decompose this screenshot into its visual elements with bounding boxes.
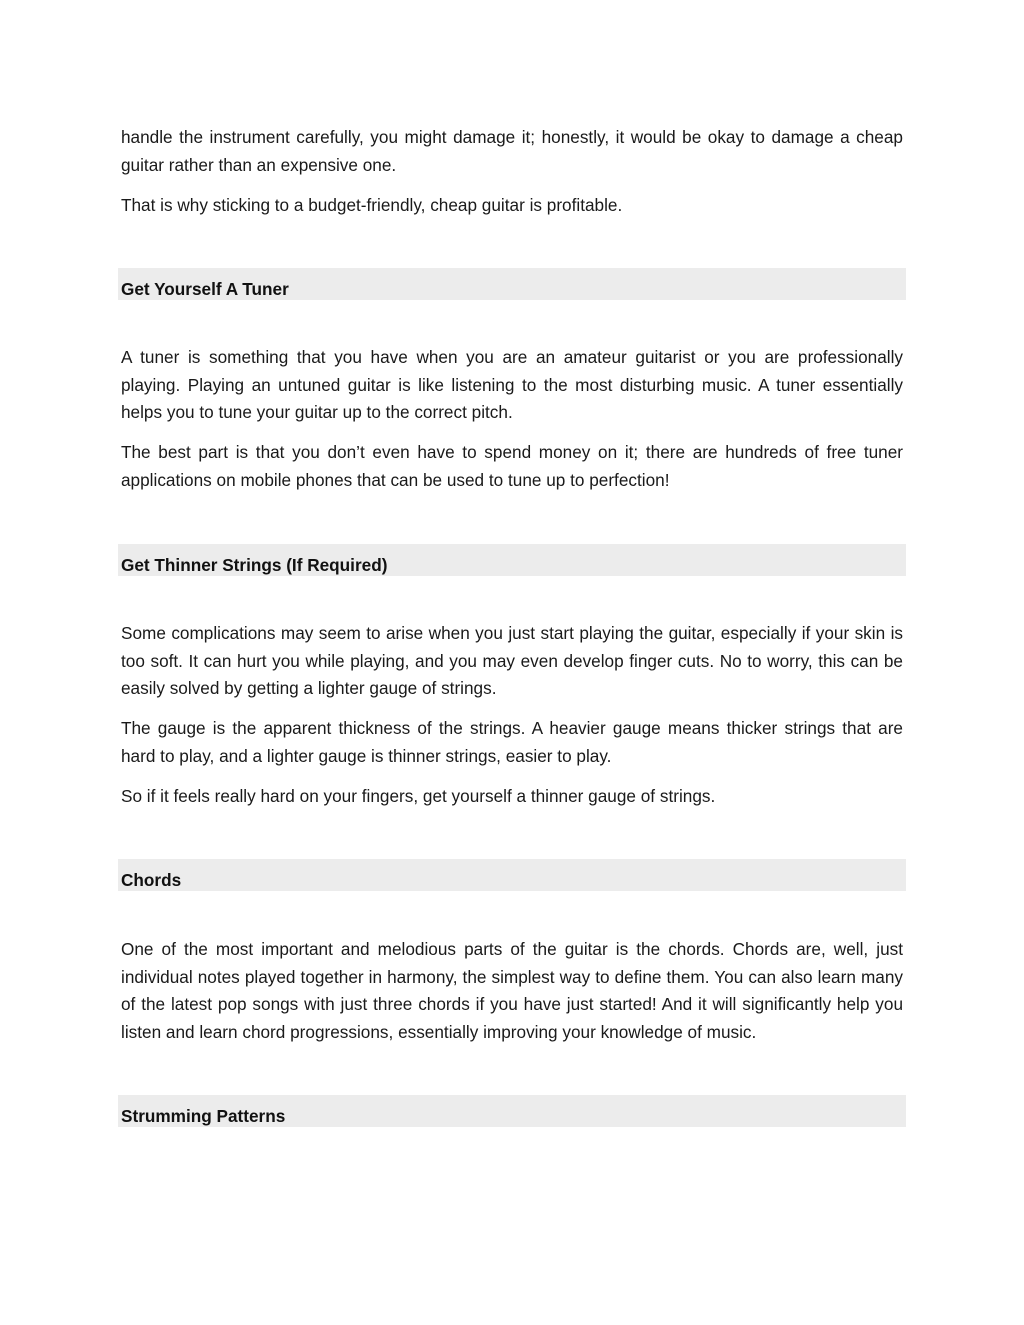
paragraph: So if it feels really hard on your fingers, get yourself a thinner gauge of strings.: [121, 785, 716, 806]
section-body-tuner: [121, 344, 903, 494]
section-body-chords: [121, 936, 903, 1046]
paragraph: One of the most important and melodious parts of the guitar is the chords. Chords are, well, just individual notes played together in harmony, the simplest way to define them. You can also learn many of the latest pop songs with just three chords if you have just started! And it will significantly help you listen and learn chord progressions, essentially improving your knowledge of music.: [121, 939, 903, 1042]
paragraph: The gauge is the apparent thickness of the strings. A heavier gauge means thicker strings that are hard to play, and a lighter gauge is thinner strings, easier to play.: [121, 718, 903, 766]
intro-text: [121, 124, 903, 219]
section-heading-thinner-strings: [118, 544, 906, 576]
section-body-thinner-strings: [121, 620, 903, 810]
paragraph: Some complications may seem to arise when you just start playing the guitar, especially if your skin is too soft. It can hurt you while playing, and you may even develop finger cuts. No to worry, this can be easily solved by getting a lighter gauge of strings.: [121, 623, 903, 698]
section-heading-tuner: [118, 268, 906, 300]
section-heading-text: Strumming Patterns: [121, 1106, 286, 1126]
section-heading-text: Get Thinner Strings (If Required): [121, 555, 388, 575]
section-heading-text: Chords: [121, 870, 182, 890]
section-heading-chords: [118, 859, 906, 891]
paragraph: The best part is that you don’t even have to spend money on it; there are hundreds of free tuner applications on mobile phones that can be used to tune up to perfection!: [121, 442, 903, 490]
paragraph: A tuner is something that you have when you are an amateur guitarist or you are professionally playing. Playing an untuned guitar is like listening to the most disturbing music. A tuner essentially helps you to tune your guitar up to the correct pitch.: [121, 347, 903, 422]
section-heading-strumming-patterns: [118, 1095, 906, 1127]
paragraph: That is why sticking to a budget-friendly, cheap guitar is profitable.: [121, 194, 623, 215]
section-heading-text: Get Yourself A Tuner: [121, 279, 289, 299]
paragraph: handle the instrument carefully, you might damage it; honestly, it would be okay to damage a cheap guitar rather than an expensive one.: [121, 127, 903, 175]
